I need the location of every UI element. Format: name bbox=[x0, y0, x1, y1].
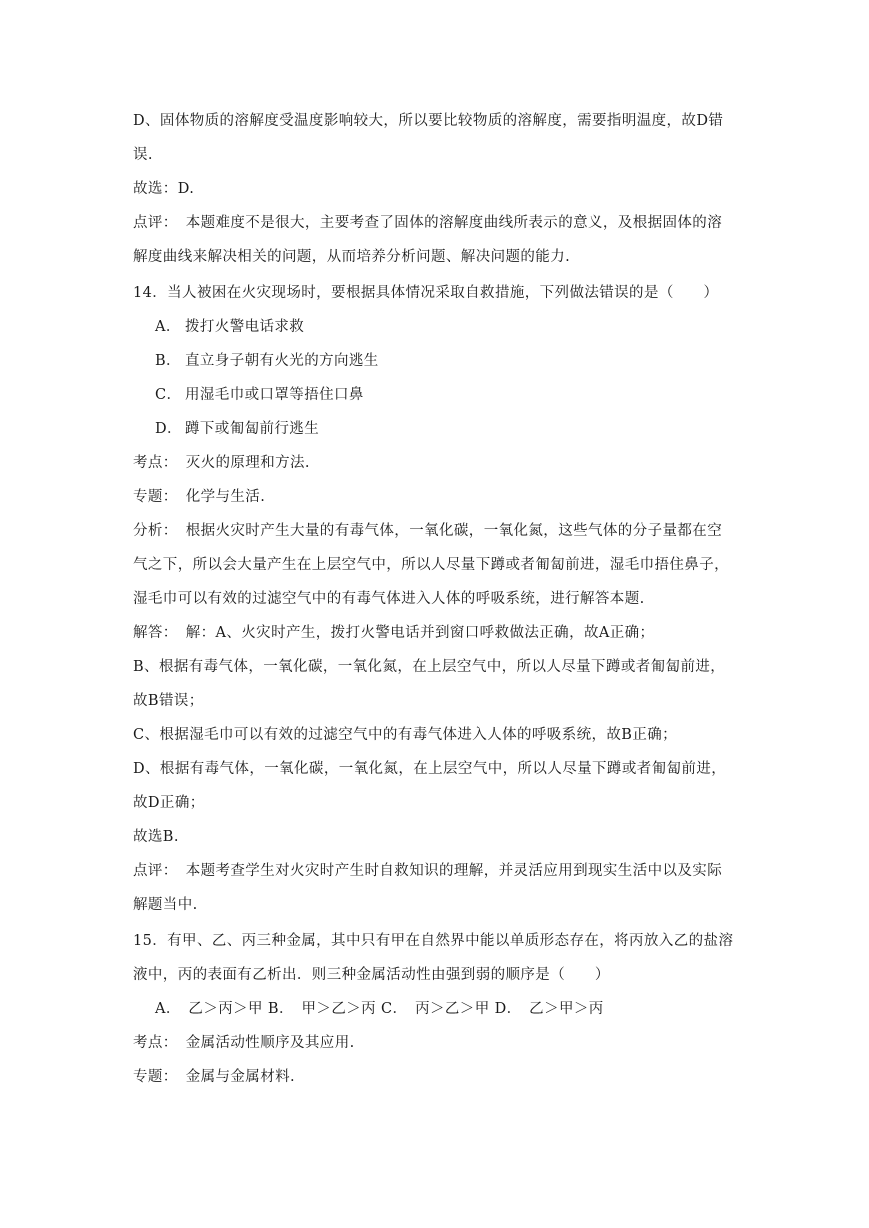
q15-kaodian bbox=[133, 1033, 733, 1053]
q15-options: A． 乙＞丙＞甲 B． 甲＞乙＞丙 C． 丙＞乙＞甲 D． 乙＞甲＞丙 bbox=[155, 1001, 604, 1017]
q14-option-a-text: 拨打火警电话求救 bbox=[185, 319, 305, 335]
q14-jieda-text-1: 解：A、火灾时产生，拨打火警电话并到窗口呼救做法正确，故A正确； bbox=[185, 625, 655, 641]
q13-analysis-d-line-2: 误. bbox=[133, 147, 153, 163]
q15-kaodian-label: 考点： bbox=[133, 1035, 178, 1051]
q14-option-d-text: 蹲下或匍匐前行逃生 bbox=[185, 421, 320, 437]
q13-answer: 故选：D. bbox=[133, 181, 195, 197]
q14-fenxi-line-1 bbox=[133, 521, 733, 541]
q14-jieda-line-2: B、根据有毒气体，一氧化碳，一氧化氮，在上层空气中，所以人尽量下蹲或者匍匐前进， bbox=[133, 659, 726, 675]
q14-jieda-line-6: 故D正确； bbox=[133, 795, 205, 811]
q15-zhuanti-text: 金属与金属材料. bbox=[185, 1069, 296, 1085]
q14-option-c bbox=[155, 385, 755, 405]
q14-fenxi-line-2: 气之下，所以会大量产生在上层空气中，所以人尽量下蹲或者匍匐前进，湿毛巾捂住鼻子， bbox=[133, 557, 729, 573]
q14-comment-line-2: 解题当中. bbox=[133, 897, 198, 913]
q14-answer: 故选B. bbox=[133, 829, 179, 845]
q14-fenxi-text-1: 根据火灾时产生大量的有毒气体，一氧化碳，一氧化氮，这些气体的分子量都在空 bbox=[185, 523, 723, 539]
q14-zhuanti-label: 专题： bbox=[133, 489, 178, 505]
q14-option-b-text: 直立身子朝有火光的方向逃生 bbox=[185, 353, 379, 369]
q14-jieda-label: 解答： bbox=[133, 625, 178, 641]
q15-kaodian-text: 金属活动性顺序及其应用. bbox=[185, 1035, 355, 1051]
q14-comment-text-1: 本题考查学生对火灾时产生时自救知识的理解，并灵活应用到现实生活中以及实际 bbox=[185, 863, 723, 879]
q15-zhuanti bbox=[133, 1067, 733, 1087]
q14-comment-label: 点评： bbox=[133, 863, 178, 879]
q14-option-a bbox=[155, 317, 755, 337]
q14-option-d-label: D． bbox=[155, 421, 182, 437]
q13-analysis-d-line-1: D、固体物质的溶解度受温度影响较大，所以要比较物质的溶解度，需要指明温度，故D错 bbox=[133, 113, 724, 129]
q14-option-b bbox=[155, 351, 755, 371]
q14-kaodian bbox=[133, 453, 733, 473]
q14-option-a-label: A． bbox=[155, 319, 181, 335]
q15-zhuanti-label: 专题： bbox=[133, 1069, 178, 1085]
q14-comment-line-1 bbox=[133, 861, 733, 881]
q14-option-c-label: C． bbox=[155, 387, 182, 403]
q14-jieda-line-5: D、根据有毒气体，一氧化碳，一氧化氮，在上层空气中，所以人尽量下蹲或者匍匐前进， bbox=[133, 761, 727, 777]
q13-comment-label: 点评： bbox=[133, 215, 178, 231]
q14-option-c-text: 用湿毛巾或口罩等捂住口鼻 bbox=[185, 387, 364, 403]
q15-stem-line-1: 15．有甲、乙、丙三种金属，其中只有甲在自然界中能以单质形态存在，将丙放入乙的盐溶 bbox=[133, 933, 734, 949]
q14-jieda-line-3: 故B错误； bbox=[133, 693, 204, 709]
q14-fenxi-label: 分析： bbox=[133, 523, 178, 539]
q14-kaodian-text: 灭火的原理和方法. bbox=[185, 455, 310, 471]
q13-comment-line-2: 解度曲线来解决相关的问题，从而培养分析问题、解决问题的能力. bbox=[133, 249, 571, 265]
q13-comment-line-1 bbox=[133, 213, 733, 233]
q14-option-b-label: B． bbox=[155, 353, 181, 369]
q14-jieda-line-1 bbox=[133, 623, 733, 643]
q14-stem: 14．当人被困在火灾现场时，要根据具体情况采取自救措施，下列做法错误的是（ ） bbox=[133, 285, 719, 301]
q14-zhuanti-text: 化学与生活. bbox=[185, 489, 266, 505]
q14-option-d bbox=[155, 419, 755, 439]
q14-fenxi-line-3: 湿毛巾可以有效的过滤空气中的有毒气体进入人体的呼吸系统，进行解答本题. bbox=[133, 591, 645, 607]
q15-stem-line-2: 液中，丙的表面有乙析出．则三种金属活动性由强到弱的顺序是（ ） bbox=[133, 967, 610, 983]
q13-comment-text-1: 本题难度不是很大，主要考查了固体的溶解度曲线所表示的意义，及根据固体的溶 bbox=[185, 215, 723, 231]
q14-kaodian-label: 考点： bbox=[133, 455, 178, 471]
q14-zhuanti bbox=[133, 487, 733, 507]
q14-jieda-line-4: C、根据湿毛巾可以有效的过滤空气中的有毒气体进入人体的呼吸系统，故B正确； bbox=[133, 727, 678, 743]
